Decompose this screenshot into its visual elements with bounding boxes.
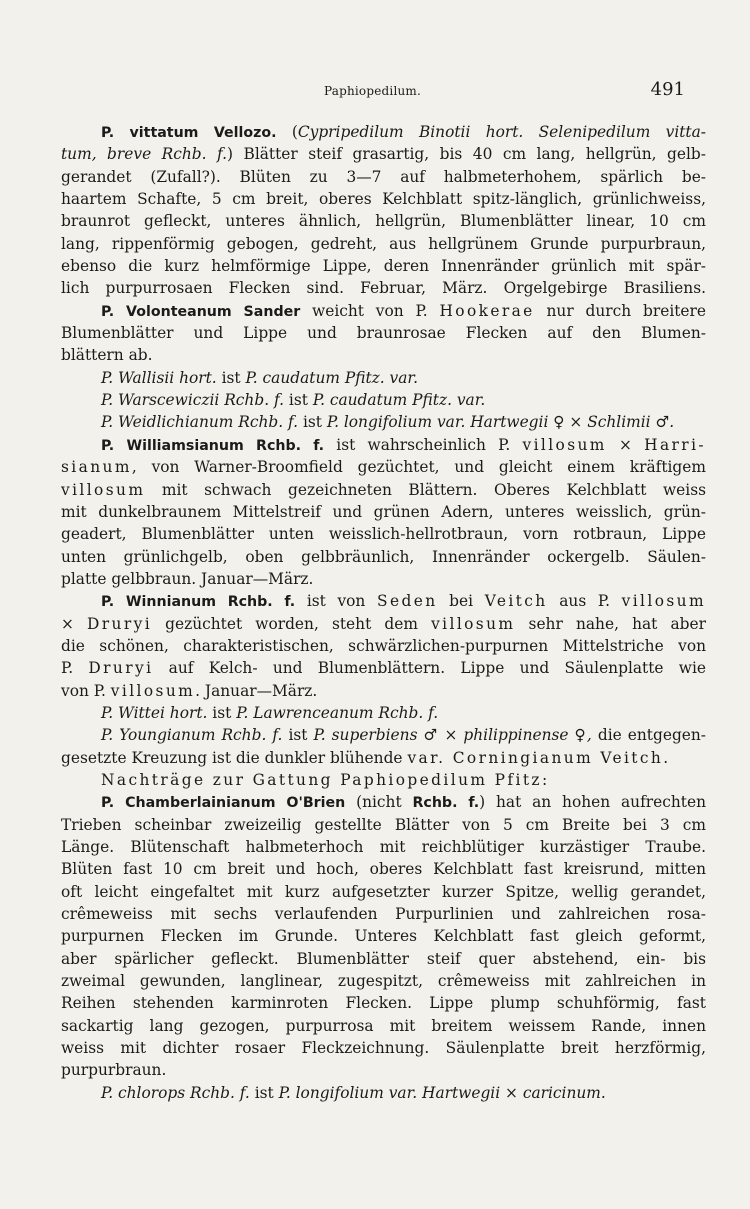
text-line: [61, 836, 706, 858]
text-line: [61, 166, 706, 188]
text-run: ist: [249, 1083, 279, 1102]
text-line: [61, 523, 706, 545]
italic-run: P. superbiens ♂ × philippinense ♀,: [313, 726, 592, 745]
text-run: lich purpurrosaen Flecken sind. Februar, März. Orgelgebirge Brasiliens.: [61, 279, 706, 298]
species-name: P. Williamsianum Rchb. f.: [101, 437, 325, 454]
species-name: Rchb. f.: [412, 795, 480, 812]
text-run: (: [276, 123, 298, 141]
page-header: [60, 79, 685, 104]
italic-run: P. chlorops Rchb. f.: [101, 1083, 250, 1102]
text-run: oft leicht eingefaltet mit kurz aufgesetzter kurzer Spitze, wellig gerandet,: [61, 882, 706, 901]
text-run: gezüchtet worden, steht dem: [152, 614, 432, 633]
text-line: [61, 344, 706, 366]
italic-run: P. Warscewiczii Rchb. f.: [101, 391, 285, 410]
text-run: purpurnen Flecken im Grunde. Unteres Kelchblatt fast gleich geformt,: [61, 927, 706, 946]
text-line: [61, 992, 706, 1014]
text-run: ) Blätter steif grasartig, bis 40 cm lang, hellgrün, gelb-: [227, 145, 706, 164]
text-line: [61, 613, 706, 635]
text-line: [61, 925, 706, 947]
spaced-name: Druryi: [88, 659, 154, 678]
text-line: [61, 322, 706, 344]
spaced-name: villosum: [110, 681, 196, 700]
text-line: [61, 881, 706, 903]
text-run: Blüten fast 10 cm breit und hoch, oberes Kelchblatt fast kreisrund, mitten: [61, 860, 706, 879]
text-line: [61, 814, 706, 836]
text-line: [61, 389, 706, 411]
italic-run: P. longifolium var. Hartwegii × caricinum.: [278, 1083, 606, 1102]
text-line: [61, 501, 706, 523]
text-run: ist wahrscheinlich P.: [324, 435, 523, 454]
spaced-name: villosum: [61, 480, 146, 499]
text-run: ×: [61, 614, 88, 633]
text-run: ebenso die kurz helmförmige Lippe, deren Innenränder grünlich mit spär-: [61, 257, 706, 276]
text-run: sackartig lang gezogen, purpurrosa mit breitem weissem Rande, innen: [61, 1016, 706, 1035]
text-run: ×: [606, 435, 645, 454]
text-run: mit schwach gezeichneten Blättern. Oberes Kelchblatt weiss: [145, 480, 706, 499]
text-line: [61, 411, 706, 433]
spaced-name: Harri-: [644, 435, 706, 454]
spaced-name: Druryi: [87, 614, 153, 633]
text-line: [61, 702, 706, 724]
text-run: die entgegen-: [591, 726, 706, 745]
spaced-name: Veitch: [484, 592, 548, 611]
text-line: [61, 724, 706, 746]
text-run: weiss mit dichter rosaer Fleckzeichnung. Säulenplatte breit herzförmig,: [61, 1039, 706, 1058]
text-line: [61, 680, 706, 702]
text-run: purpurbraun.: [61, 1061, 167, 1080]
spaced-name: villosum: [621, 592, 706, 611]
text-run: ist: [282, 726, 314, 745]
text-run: nur durch breitere: [534, 301, 706, 320]
text-line: [61, 300, 706, 322]
page-body-text: [61, 121, 706, 1104]
text-line: [61, 210, 706, 232]
italic-run: P. longifolium var. Hartwegii ♀ × Schlimii ♂.: [326, 413, 675, 432]
text-run: zweimal gewunden, langlinear, zugespitzt, crêmeweiss mit zahlreichen in: [61, 972, 706, 991]
text-line: [61, 568, 706, 590]
text-run: (nicht: [345, 793, 413, 812]
text-run: aus P.: [547, 592, 622, 611]
text-run: Blumenblätter und Lippe und braunrosae Flecken auf den Blumen-: [61, 324, 706, 343]
text-run: sehr nahe, hat aber: [515, 614, 706, 633]
text-run: geadert, Blumenblätter unten weisslich-hellrotbraun, vorn rotbraun, Lippe: [61, 525, 706, 544]
text-line: [61, 546, 706, 568]
text-line: [61, 657, 706, 679]
text-run: ist: [207, 703, 237, 722]
italic-run: P. caudatum Pfitz. var.: [312, 391, 486, 410]
text-run: ist: [284, 391, 313, 410]
text-run: haartem Schafte, 5 cm breit, oberes Kelchblatt spitz-länglich, grünlichweiss,: [61, 190, 706, 209]
text-line: [61, 858, 706, 880]
species-name: P. Winnianum Rchb. f.: [101, 594, 296, 611]
spaced-name: sianum: [61, 458, 132, 477]
spaced-name: villosum: [522, 435, 607, 454]
text-line: [61, 479, 706, 501]
text-line: [61, 456, 706, 478]
text-run: ist: [298, 413, 327, 432]
text-line: [61, 233, 706, 255]
text-run: ) hat an hohen aufrechten: [479, 793, 706, 812]
text-run: mit dunkelbraunem Mittelstreif und grünen Adern, unteres weisslich, grün-: [61, 502, 706, 521]
text-run: gesetzte Kreuzung ist die dunkler blühende: [61, 748, 408, 767]
text-line: [61, 747, 706, 769]
text-run: crêmeweiss mit sechs verlaufenden Purpurlinien und zahlreichen rosa-: [61, 905, 706, 924]
italic-run: P. Weidlichianum Rchb. f.: [101, 413, 299, 432]
italic-run: P. Lawrenceanum Rchb. f.: [236, 703, 439, 722]
spaced-name: Hookerae: [439, 301, 535, 320]
text-run: platte gelbbraun. Januar—März.: [61, 569, 314, 588]
text-line: [61, 367, 706, 389]
italic-run: Cypripedilum Binotii hort. Selenipedilum vitta-: [297, 123, 706, 141]
text-line: [61, 769, 706, 791]
italic-run: P. Wallisii hort.: [101, 368, 217, 387]
text-run: ist von: [295, 592, 377, 611]
text-run: Reihen stehenden karminroten Flecken. Lippe plump schuhförmig, fast: [61, 994, 706, 1013]
text-line: [61, 121, 706, 143]
text-run: blättern ab.: [61, 346, 153, 365]
text-run: Trieben scheinbar zweizeilig gestellte Blätter von 5 cm Breite bei 3 cm: [61, 815, 706, 834]
text-run: weicht von P.: [300, 301, 440, 320]
text-run: braunrot gefleckt, unteres ähnlich, hellgrün, Blumenblätter linear, 10 cm: [61, 212, 706, 231]
text-line: [61, 143, 706, 165]
text-run: unten grünlichgelb, oben gelbbräunlich, Innenränder ockergelb. Säulen-: [61, 547, 706, 566]
text-line: [61, 1059, 706, 1081]
species-name: P. Chamberlainianum O'Brien: [101, 795, 346, 812]
text-line: [61, 948, 706, 970]
text-line: [61, 277, 706, 299]
text-line: [61, 434, 706, 456]
text-run: . Januar—März.: [195, 681, 318, 700]
text-run: ist: [216, 368, 246, 387]
text-run: von P.: [61, 681, 111, 700]
text-line: [61, 1015, 706, 1037]
text-line: [61, 590, 706, 612]
text-run: Länge. Blütenschaft halbmeterhoch mit reichblütiger kurzästiger Traube.: [61, 838, 706, 856]
page-number: 491: [650, 79, 685, 100]
spaced-name: var. Corningianum Veitch.: [407, 748, 671, 767]
spaced-name: Seden: [377, 592, 438, 611]
text-line: [61, 1082, 706, 1104]
text-run: lang, rippenförmig gebogen, gedreht, aus hellgrünem Grunde purpurbraun,: [61, 234, 706, 253]
italic-run: P. caudatum Pfitz. var.: [245, 368, 418, 387]
text-run: auf Kelch- und Blumenblättern. Lippe und Säulenplatte wie: [153, 659, 706, 678]
spaced-name: Nachträge zur Gattung Paphiopedilum Pfitz:: [101, 770, 550, 789]
text-line: [61, 903, 706, 925]
text-run: gerandet (Zufall?). Blüten zu 3—7 auf halbmeterhohem, spärlich be-: [61, 167, 706, 186]
text-run: bei: [437, 592, 485, 611]
text-run: , von Warner-Broomfield gezüchtet, und gleicht einem kräftigem: [131, 458, 706, 477]
text-line: [61, 635, 706, 657]
text-line: [61, 791, 706, 813]
species-name: P. vittatum Vellozo.: [101, 125, 277, 141]
text-line: [61, 1037, 706, 1059]
text-run: aber spärlicher gefleckt. Blumenblätter steif quer abstehend, ein- bis: [61, 949, 706, 968]
text-line: [61, 970, 706, 992]
italic-run: P. Wittei hort.: [101, 703, 208, 722]
spaced-name: villosum: [431, 614, 516, 633]
running-title: Paphiopedilum.: [323, 84, 422, 98]
italic-run: P. Youngianum Rchb. f.: [101, 726, 283, 745]
species-name: P. Volonteanum Sander: [101, 303, 301, 320]
text-run: P.: [61, 659, 89, 678]
text-run: die schönen, charakteristischen, schwärzlichen-purpurnen Mittelstriche von: [61, 636, 706, 655]
text-line: [61, 255, 706, 277]
italic-run: tum, breve Rchb. f.: [61, 145, 228, 164]
text-line: [61, 188, 706, 210]
